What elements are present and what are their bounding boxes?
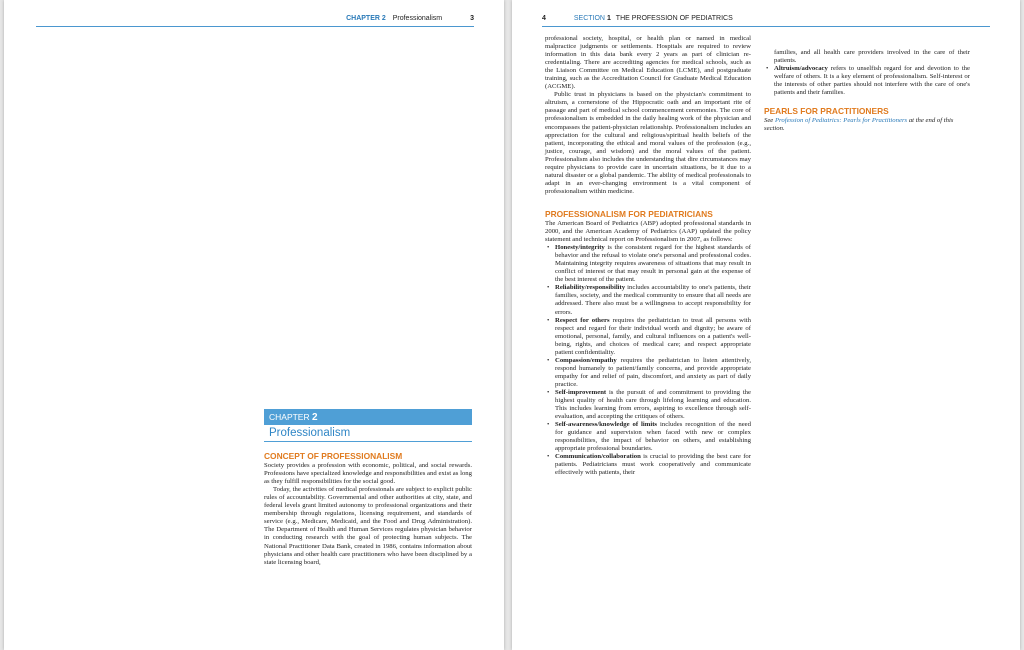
professional-standards-list-continued	[764, 65, 970, 97]
list-item-text: refers to unselfish regard for and devotion to the welfare of others. It is a key element of professionalism. Self-interest or the interests of other parties should not interfere with the care of one's patients and their families.	[774, 65, 970, 97]
chapter-label: CHAPTER	[269, 412, 310, 422]
running-head-chapter: CHAPTER 2	[346, 15, 386, 22]
paragraph: Society provides a profession with economic, political, and social rewards. Professions have specialized knowledge and responsibilities and exist as long as they fulfill responsibilities for the social good.	[264, 462, 472, 486]
right-column-1	[545, 35, 751, 477]
right-column-2	[764, 49, 970, 133]
paragraph: Today, the activities of medical professionals are subject to explicit public rules of accountability. Governmental and other authorities at city, state, and federal levels grant limited autonomy to professional organizations and their membership through regulations, licensing requirement, and standards of service (e.g., Medicare, Medicaid, and the Food and Drug Administration). The Department of Health and Human Services regulates physician behavior in conducting research with the goal of protecting human subjects. The National Practitioner Data Bank, created in 1986, contains information about physicians and other health care practitioners who have been disciplined by a state licensing board,	[264, 486, 472, 566]
chapter-number: 2	[312, 412, 318, 423]
list-item	[545, 453, 751, 477]
list-item	[545, 357, 751, 389]
list-item	[545, 317, 751, 357]
running-head-section-number: 1	[606, 15, 611, 22]
list-item-term: Self-improvement	[555, 388, 607, 396]
right-page	[512, 0, 1020, 650]
pearls-tail: at the end of this section.	[764, 117, 954, 133]
paragraph: families, and all health care providers involved in the care of their patients.	[774, 49, 970, 65]
list-item-term: Reliability/responsibility	[555, 284, 626, 292]
page-number-right: 4	[542, 15, 546, 22]
section-heading-concept: CONCEPT OF PROFESSIONALISM	[264, 451, 403, 461]
pearls-see: See	[764, 117, 775, 125]
section-heading-pearls: PEARLS FOR PRACTITIONERS	[764, 106, 889, 117]
running-head-left	[36, 15, 474, 27]
chapter-opener	[264, 409, 472, 442]
list-item-text: is the consistent regard for the highest standards of behavior and the refusal to violate one's personal and professional codes. Maintaining integrity requires awareness of situations that may result in conflict of interest or that may result in personal gain at the expense of the best interest of the patient.	[555, 244, 751, 284]
list-item	[545, 421, 751, 453]
chapter-band	[264, 409, 472, 425]
page-number-left: 3	[470, 15, 474, 22]
list-item-term: Communication/collaboration	[555, 453, 641, 461]
list-item-text: includes recognition of the need for guidance and supervision when faced with new or complex responsibilities, the impact of behavior on others, and establishing appropriate professional boundaries.	[555, 421, 751, 453]
running-head-section: SECTION	[573, 15, 605, 22]
list-item-text: is the pursuit of and commitment to providing the highest quality of health care through lifelong learning and education. This includes learning from errors, aspiring to excellence through self-evaluation, and accepting the critiques of others.	[555, 388, 751, 421]
list-item-term: Compassion/empathy	[555, 356, 617, 364]
left-column	[264, 452, 472, 567]
list-item-text: includes accountability to one's patients, their families, society, and the medical community to ensure that all needs are addressed. There also must be a willingness to accept responsibility for errors.	[555, 284, 751, 316]
list-item-text: requires the pediatrician to listen attentively, respond humanely to patient/family concerns, and provide appropriate empathy for and relief of pain, discomfort, and anxiety as part of daily practice.	[555, 356, 751, 388]
list-item	[764, 65, 970, 97]
chapter-title: Professionalism	[264, 425, 472, 442]
list-item-text: requires the pediatrician to treat all persons with respect and regard for their individual worth and dignity; be aware of emotional, personal, family, and cultural influences on a patient's well-being, rights, and choices of medical care; and respect appropriate patient confidentiality.	[555, 316, 752, 356]
running-head-right	[542, 15, 990, 27]
professional-standards-list	[545, 244, 751, 477]
paragraph: Public trust in physicians is based on the physician's commitment to altruism, a cornerstone of the Hippocratic oath and an important rite of passage and part of medical school commencement ceremonies. The core of professionalism is embedded in the daily healing work of the physician and encompasses the patient-physician relationship. Professionalism includes an appreciation for the cultural and religious/spiritual health beliefs of the patient, incorporating the ethical and moral values of the profession (e.g., justice, courage, and wisdom) and the moral values of the patient. Professionalism also includes the understanding that dire circumstances may require physicians to provide care in uncertain situations, be it due to a natural disaster or a global pandemic. The ability of medical professionals to adapt in an ever-changing environment is a vital component of professionalism within medicine.	[545, 91, 751, 195]
list-item-term: Altruism/advocacy	[774, 65, 828, 73]
list-item-term: Respect for others	[555, 316, 610, 324]
list-item	[545, 284, 751, 316]
left-page	[4, 0, 504, 650]
list-item-term: Self-awareness/knowledge of limits	[555, 421, 658, 429]
running-head-title: Professionalism	[392, 15, 443, 22]
paragraph: professional society, hospital, or health plan or named in medical malpractice judgments or settlements. Hospitals are required to review information in this data bank every 2 years as part of clinician re-credentialing. There are accrediting agencies for medical schools, such as the Liaison Committee on Medical Education (LCME), and postgraduate training, such as the Accreditation Council for Graduate Medical Education (ACGME).	[545, 35, 751, 91]
list-item-text: is crucial to providing the best care for patients. Pediatricians must work cooperatively and communicate effectively with patients, their	[555, 453, 751, 477]
running-head-section-title: THE PROFESSION OF PEDIATRICS	[615, 15, 733, 22]
pearls-reference	[764, 117, 970, 133]
paragraph: The American Board of Pediatrics (ABP) adopted professional standards in 2000, and the American Academy of Pediatrics (AAP) updated the policy statement and technical report on Professionalism in 2007, as follows:	[545, 219, 751, 244]
list-item-term: Honesty/integrity	[555, 244, 605, 252]
list-item	[545, 244, 751, 284]
section-heading-pediatricians: PROFESSIONALISM FOR PEDIATRICIANS	[545, 208, 713, 219]
list-item	[545, 389, 751, 421]
pearls-link[interactable]: Profession of Pediatrics: Pearls for Practitioners	[774, 117, 908, 125]
